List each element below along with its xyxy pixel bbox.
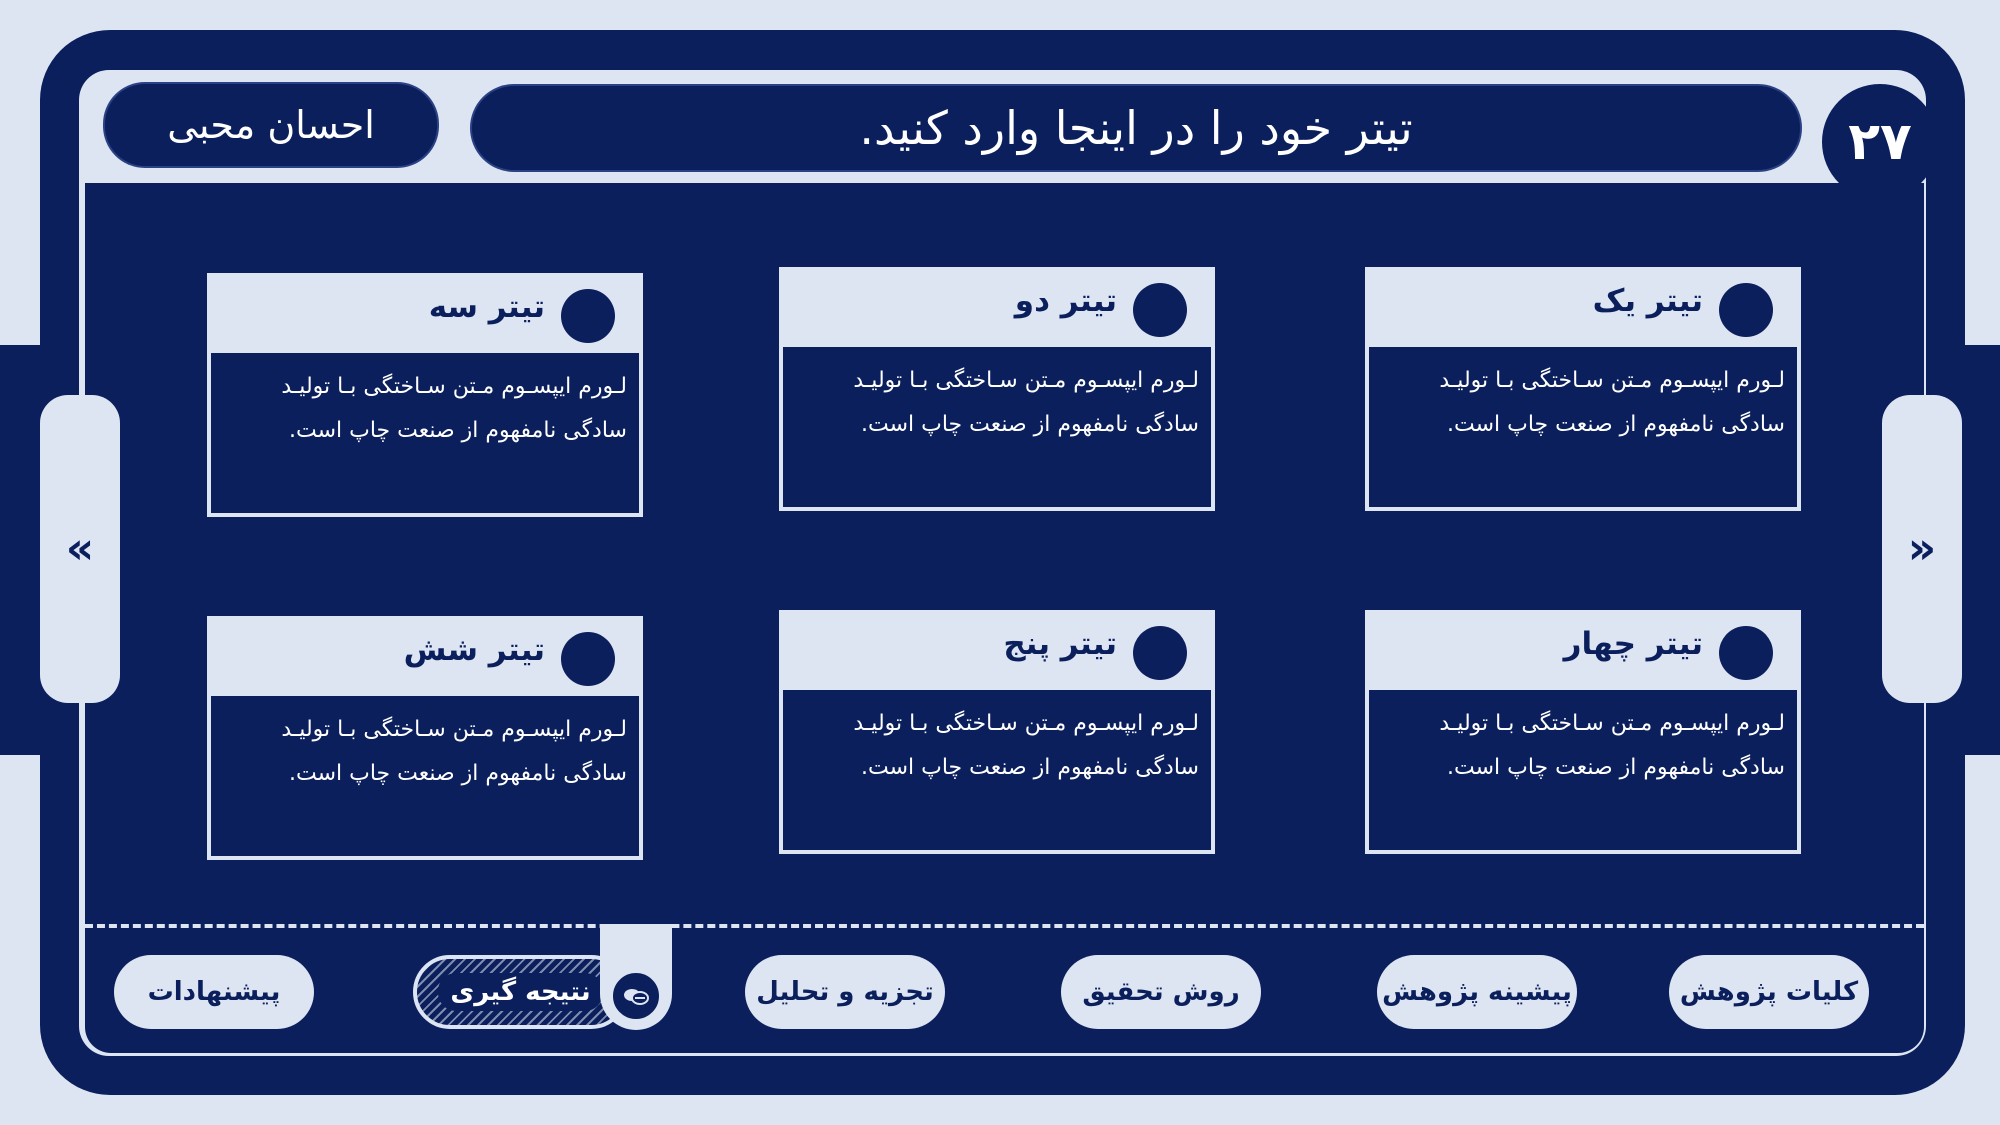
card-text-line: سادگی نامفهوم از صنعت چاپ است.: [1446, 412, 1785, 437]
card-text-line: لـورم ایپسـوم مـتن سـاختگی بـا تولیـد: [853, 368, 1199, 393]
bullet-circle-icon: [1133, 626, 1187, 680]
author-name: احسان محبی: [103, 82, 439, 168]
card-title: تیتر دو: [1014, 283, 1117, 319]
chevron-double-left-icon: «: [65, 523, 95, 574]
bullet-circle-icon: [1133, 283, 1187, 337]
card-title: تیتر یک: [1592, 283, 1703, 319]
card-6: [207, 616, 643, 860]
nav-tab-recommendations[interactable]: پیشنهادات: [114, 955, 314, 1029]
card-text-line: سادگی نامفهوم از صنعت چاپ است.: [1446, 755, 1785, 780]
card-header: [1369, 614, 1797, 690]
nav-tab-conclusion[interactable]: [413, 955, 628, 1029]
dashed-divider: [85, 924, 1924, 928]
card-1: [1365, 267, 1801, 511]
slide-title[interactable]: تیتر خود را در اینجا وارد کنید.: [470, 84, 1802, 172]
card-text-line: سادگی نامفهوم از صنعت چاپ است.: [288, 761, 627, 786]
nav-tab-literature[interactable]: پیشینه پژوهش: [1377, 955, 1577, 1029]
card-text: [795, 359, 1199, 447]
card-header: [211, 277, 639, 353]
bullet-circle-icon: [1719, 283, 1773, 337]
card-4: [1365, 610, 1801, 854]
nav-tab-methodology[interactable]: روش تحقیق: [1061, 955, 1261, 1029]
card-header: [1369, 271, 1797, 347]
prev-slide-button[interactable]: [40, 395, 120, 703]
card-title: تیتر پنج: [1003, 626, 1117, 662]
nav-tab-analysis[interactable]: تجزیه و تحلیل: [745, 955, 945, 1029]
card-header: [783, 271, 1211, 347]
card-text-line: لـورم ایپسـوم مـتن سـاختگی بـا تولیـد: [1439, 368, 1785, 393]
card-title: تیتر چهار: [1563, 626, 1703, 662]
card-text: [1381, 702, 1785, 790]
card-title: تیتر شش: [403, 632, 545, 668]
card-text: [223, 365, 627, 453]
nav-tab-overview[interactable]: کلیات پژوهش: [1669, 955, 1869, 1029]
bullet-circle-icon: [1719, 626, 1773, 680]
slide-number-badge: ۲۷: [1822, 84, 1938, 200]
card-text: [223, 708, 627, 796]
card-text-line: لـورم ایپسـوم مـتن سـاختگی بـا تولیـد: [281, 717, 627, 742]
card-header: [211, 620, 639, 696]
card-text-line: لـورم ایپسـوم مـتن سـاختگی بـا تولیـد: [1439, 711, 1785, 736]
card-text-line: لـورم ایپسـوم مـتن سـاختگی بـا تولیـد: [281, 374, 627, 399]
card-header: [783, 614, 1211, 690]
card-text-line: سادگی نامفهوم از صنعت چاپ است.: [288, 418, 627, 443]
card-title: تیتر سه: [428, 289, 545, 325]
bullet-circle-icon: [561, 289, 615, 343]
next-slide-button[interactable]: [1882, 395, 1962, 703]
bullet-circle-icon: [561, 632, 615, 686]
card-5: [779, 610, 1215, 854]
card-text-line: سادگی نامفهوم از صنعت چاپ است.: [860, 755, 1199, 780]
pills-icon: [610, 970, 662, 1022]
nav-tab-label: نتیجه گیری: [438, 973, 602, 1011]
card-text-line: سادگی نامفهوم از صنعت چاپ است.: [860, 412, 1199, 437]
card-3: [207, 273, 643, 517]
card-2: [779, 267, 1215, 511]
chevron-double-right-icon: »: [1907, 523, 1937, 574]
card-text: [795, 702, 1199, 790]
card-text: [1381, 359, 1785, 447]
card-text-line: لـورم ایپسـوم مـتن سـاختگی بـا تولیـد: [853, 711, 1199, 736]
active-tab-marker: [600, 924, 672, 1030]
